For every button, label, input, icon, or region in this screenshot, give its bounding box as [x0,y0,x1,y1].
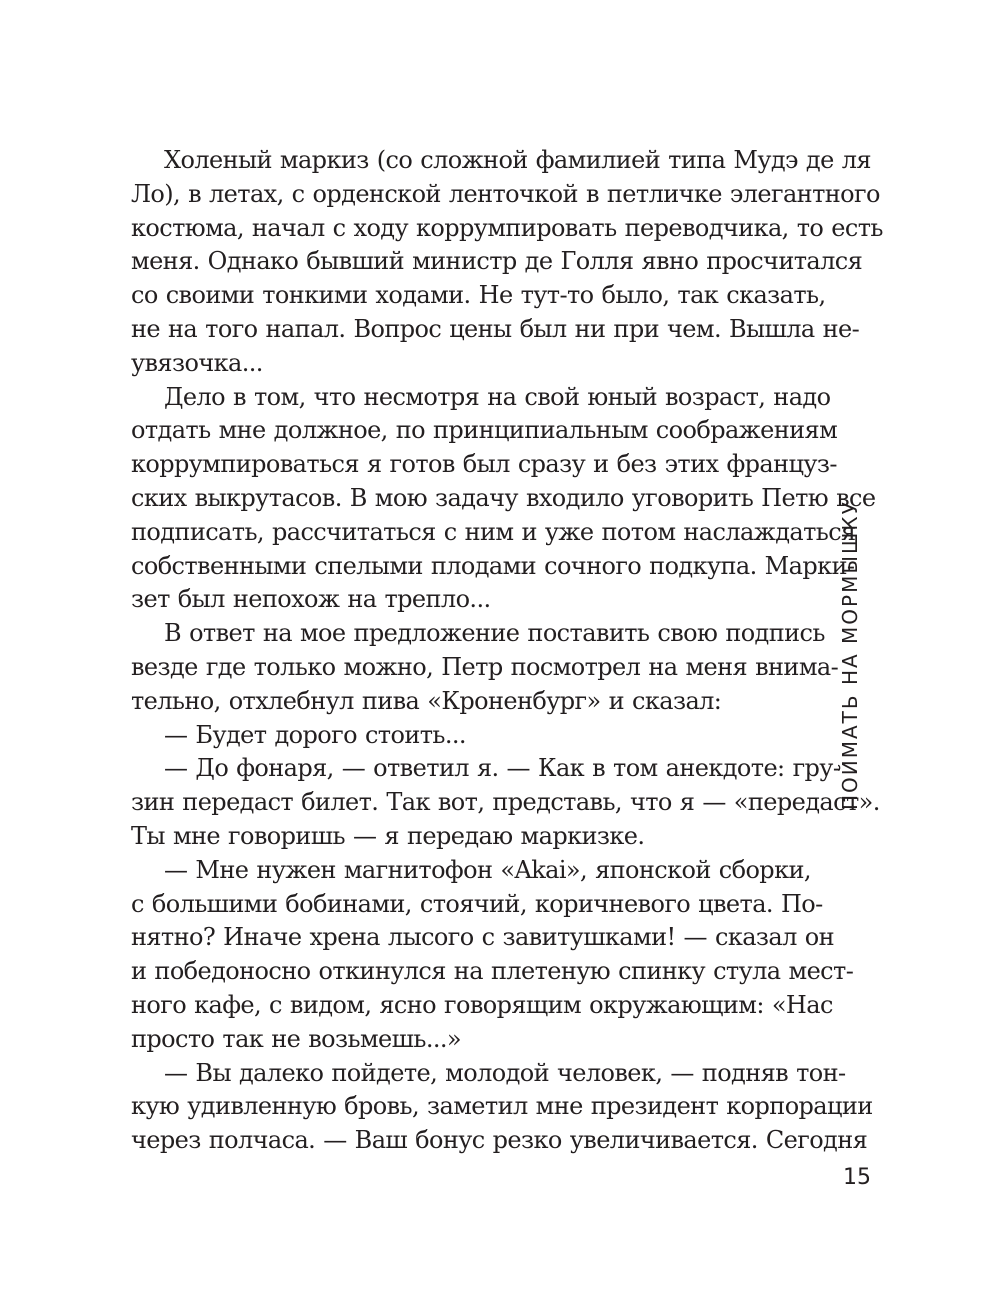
text-line: собственными спелыми плодами сочного подкупа. Марки- [131,551,855,580]
text-line: — Мне нужен магнитофон «Akai», японской сборки, [164,855,811,884]
text-line: зет был непохож на трепло... [131,585,491,614]
text-line: не на того напал. Вопрос цены был ни при чем. Вышла не- [131,314,860,343]
text-line: со своими тонкими ходами. Не тут-то было, так сказать, [131,281,826,310]
text-line: костюма, начал с ходу коррумпировать переводчика, то есть [131,213,883,242]
text-line: через полчаса. — Ваш бонус резко увеличивается. Сегодня [131,1126,868,1155]
text-line: коррумпироваться я готов был сразу и без этих француз- [131,450,837,479]
text-line: — Будет дорого стоить... [164,720,466,749]
text-line: Ты мне говоришь — я передаю маркизке. [131,821,645,850]
running-head [838,500,874,810]
text-line: везде где только можно, Петр посмотрел на меня внима- [131,652,839,681]
text-line: ного кафе, с видом, ясно говорящим окружающим: «Нас [131,990,833,1019]
text-line: ских выкрутасов. В мою задачу входило уговорить Петю все [131,483,876,512]
text-line: подписать, рассчитаться с ним и уже потом наслаждаться [131,517,856,546]
text-line: увязочка... [131,348,263,377]
page-number: 15 [843,1165,871,1190]
text-line: меня. Однако бывший министр де Голля явно просчитался [131,247,863,276]
text-line: В ответ на мое предложение поставить свою подпись [164,619,825,648]
text-line: и победоносно откинулся на плетеную спинку стула мест- [131,957,854,986]
text-line: с большими бобинами, стоячий, коричневого цвета. По- [131,889,823,918]
text-line: просто так не возьмешь...» [131,1024,461,1053]
text-line: тельно, отхлебнул пива «Кроненбург» и сказал: [131,686,722,715]
text-line: отдать мне должное, по принципиальным соображениям [131,416,838,445]
text-line: кую удивленную бровь, заметил мне президент корпорации [131,1092,873,1121]
text-line: зин передаст билет. Так вот, представь, что я — «передаст». [131,788,880,817]
text-line: — До фонаря, — ответил я. — Как в том анекдоте: гру- [164,754,841,783]
text-line: нятно? Иначе хрена лысого с завитушками! — сказал он [131,923,835,952]
text-line: Холеный маркиз (со сложной фамилией типа Мудэ де ля [164,146,871,174]
text-line: Ло), в летах, с орденской ленточкой в петличке элегантного [131,179,880,208]
text-line: Дело в том, что несмотря на свой юный возраст, надо [164,382,831,411]
text-line: — Вы далеко пойдете, молодой человек, — подняв тон- [164,1058,846,1087]
running-head-text: ПОЙМАТЬ НА МОРМЫШКУ [838,500,862,810]
